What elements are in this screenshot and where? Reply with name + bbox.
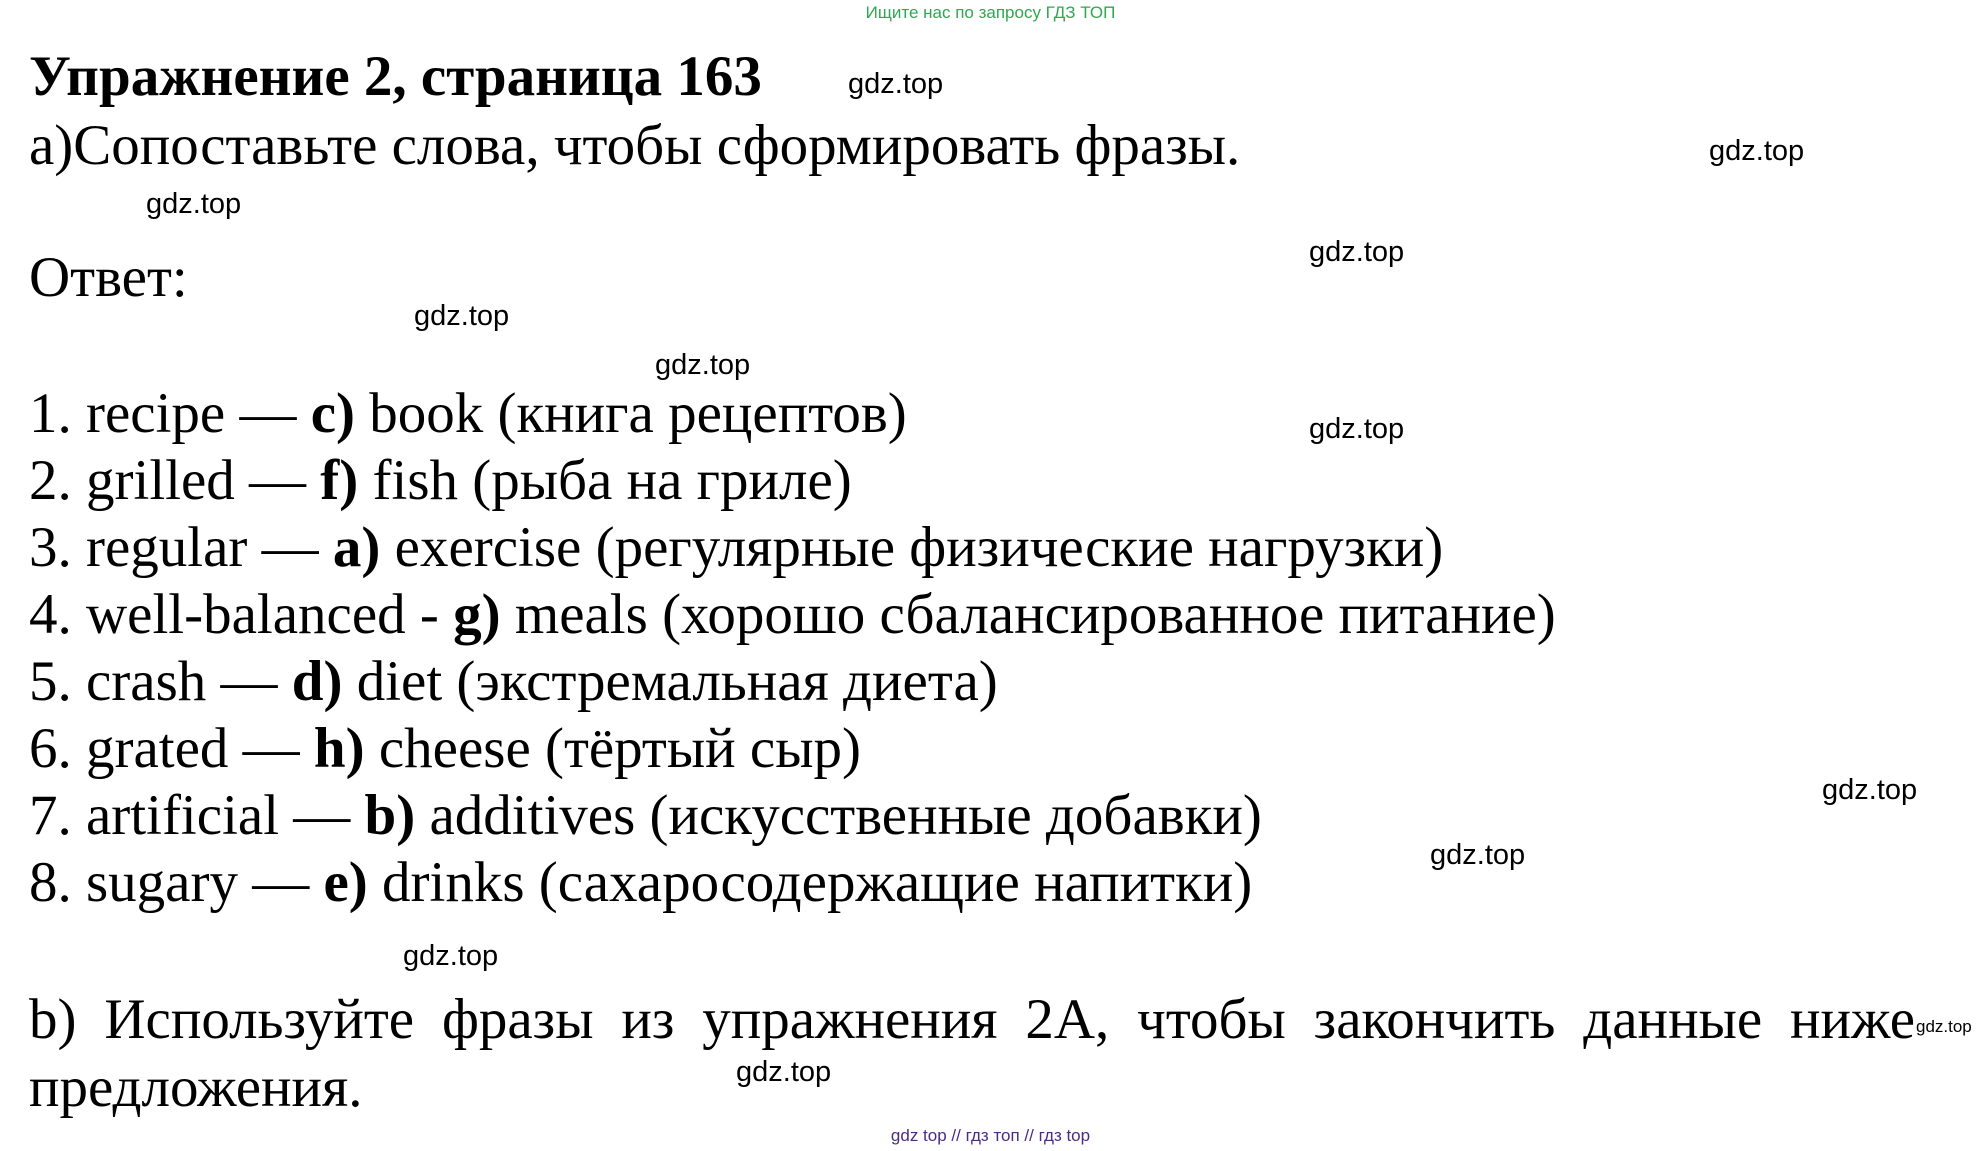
watermark: gdz.top [1916, 1017, 1972, 1036]
answer-item-5 [29, 648, 1556, 715]
answer-text: cheese (тёртый сыр) [364, 717, 861, 780]
answer-key: d) [291, 650, 343, 713]
answer-text: book (книга рецептов) [355, 382, 907, 445]
answer-text: 6. grated — [29, 717, 314, 780]
answer-item-7 [29, 782, 1556, 849]
answer-text: 8. sugary — [29, 851, 324, 914]
answer-key: g) [453, 583, 501, 646]
answer-text: diet (экстремальная диета) [342, 650, 998, 713]
watermark: gdz.top [655, 349, 751, 381]
watermark: gdz.top [1709, 135, 1805, 167]
answer-item-8 [29, 849, 1556, 916]
answer-key: e) [323, 851, 368, 914]
answer-text: 2. grilled — [29, 449, 321, 512]
answer-text: 3. regular — [29, 516, 333, 579]
answer-text: 5. crash — [29, 650, 292, 713]
watermark: gdz.top [736, 1056, 832, 1088]
answer-key: a) [332, 516, 381, 579]
answer-item-4 [29, 581, 1556, 648]
watermark: gdz.top [1309, 413, 1405, 445]
answer-key: b) [364, 784, 416, 847]
answer-text: additives (искусственные добавки) [415, 784, 1262, 847]
answer-text: 4. well-balanced - [29, 583, 454, 646]
answer-key: f) [320, 449, 359, 512]
page-title: Упражнение 2, страница 163 [29, 45, 762, 108]
answer-item-2 [29, 447, 1556, 514]
answer-key: c) [310, 382, 355, 445]
answer-text: fish (рыба на гриле) [358, 449, 852, 512]
watermark: gdz.top [146, 188, 242, 220]
bottom-banner: gdz top // гдз топ // гдз top [890, 1126, 1091, 1145]
answer-text: 1. recipe — [29, 382, 311, 445]
top-banner: Ищите нас по запросу ГДЗ ТОП [865, 3, 1116, 22]
watermark: gdz.top [1309, 236, 1405, 268]
watermark: gdz.top [1822, 774, 1918, 806]
task-a-instruction: a)Сопоставьте слова, чтобы сформировать фразы. [29, 114, 1241, 177]
answer-text: meals (хорошо сбалансированное питание) [500, 583, 1556, 646]
answer-list [29, 380, 1556, 916]
task-b-line: b) Используйте фразы из упражнения 2A, чтобы закончить данные ниже [29, 988, 1915, 1051]
task-b-instruction [29, 986, 1915, 1122]
watermark: gdz.top [1430, 839, 1526, 871]
answer-label: Ответ: [29, 246, 188, 309]
answer-key: h) [313, 717, 365, 780]
answer-item-6 [29, 715, 1556, 782]
task-b-line: предложения. [29, 1056, 363, 1119]
watermark: gdz.top [414, 300, 510, 332]
answer-text: exercise (регулярные физические нагрузки) [380, 516, 1444, 579]
answer-text: drinks (сахаросодержащие напитки) [367, 851, 1253, 914]
watermark: gdz.top [403, 940, 499, 972]
answer-item-3 [29, 514, 1556, 581]
answer-text: 7. artificial — [29, 784, 365, 847]
watermark: gdz.top [848, 68, 944, 100]
